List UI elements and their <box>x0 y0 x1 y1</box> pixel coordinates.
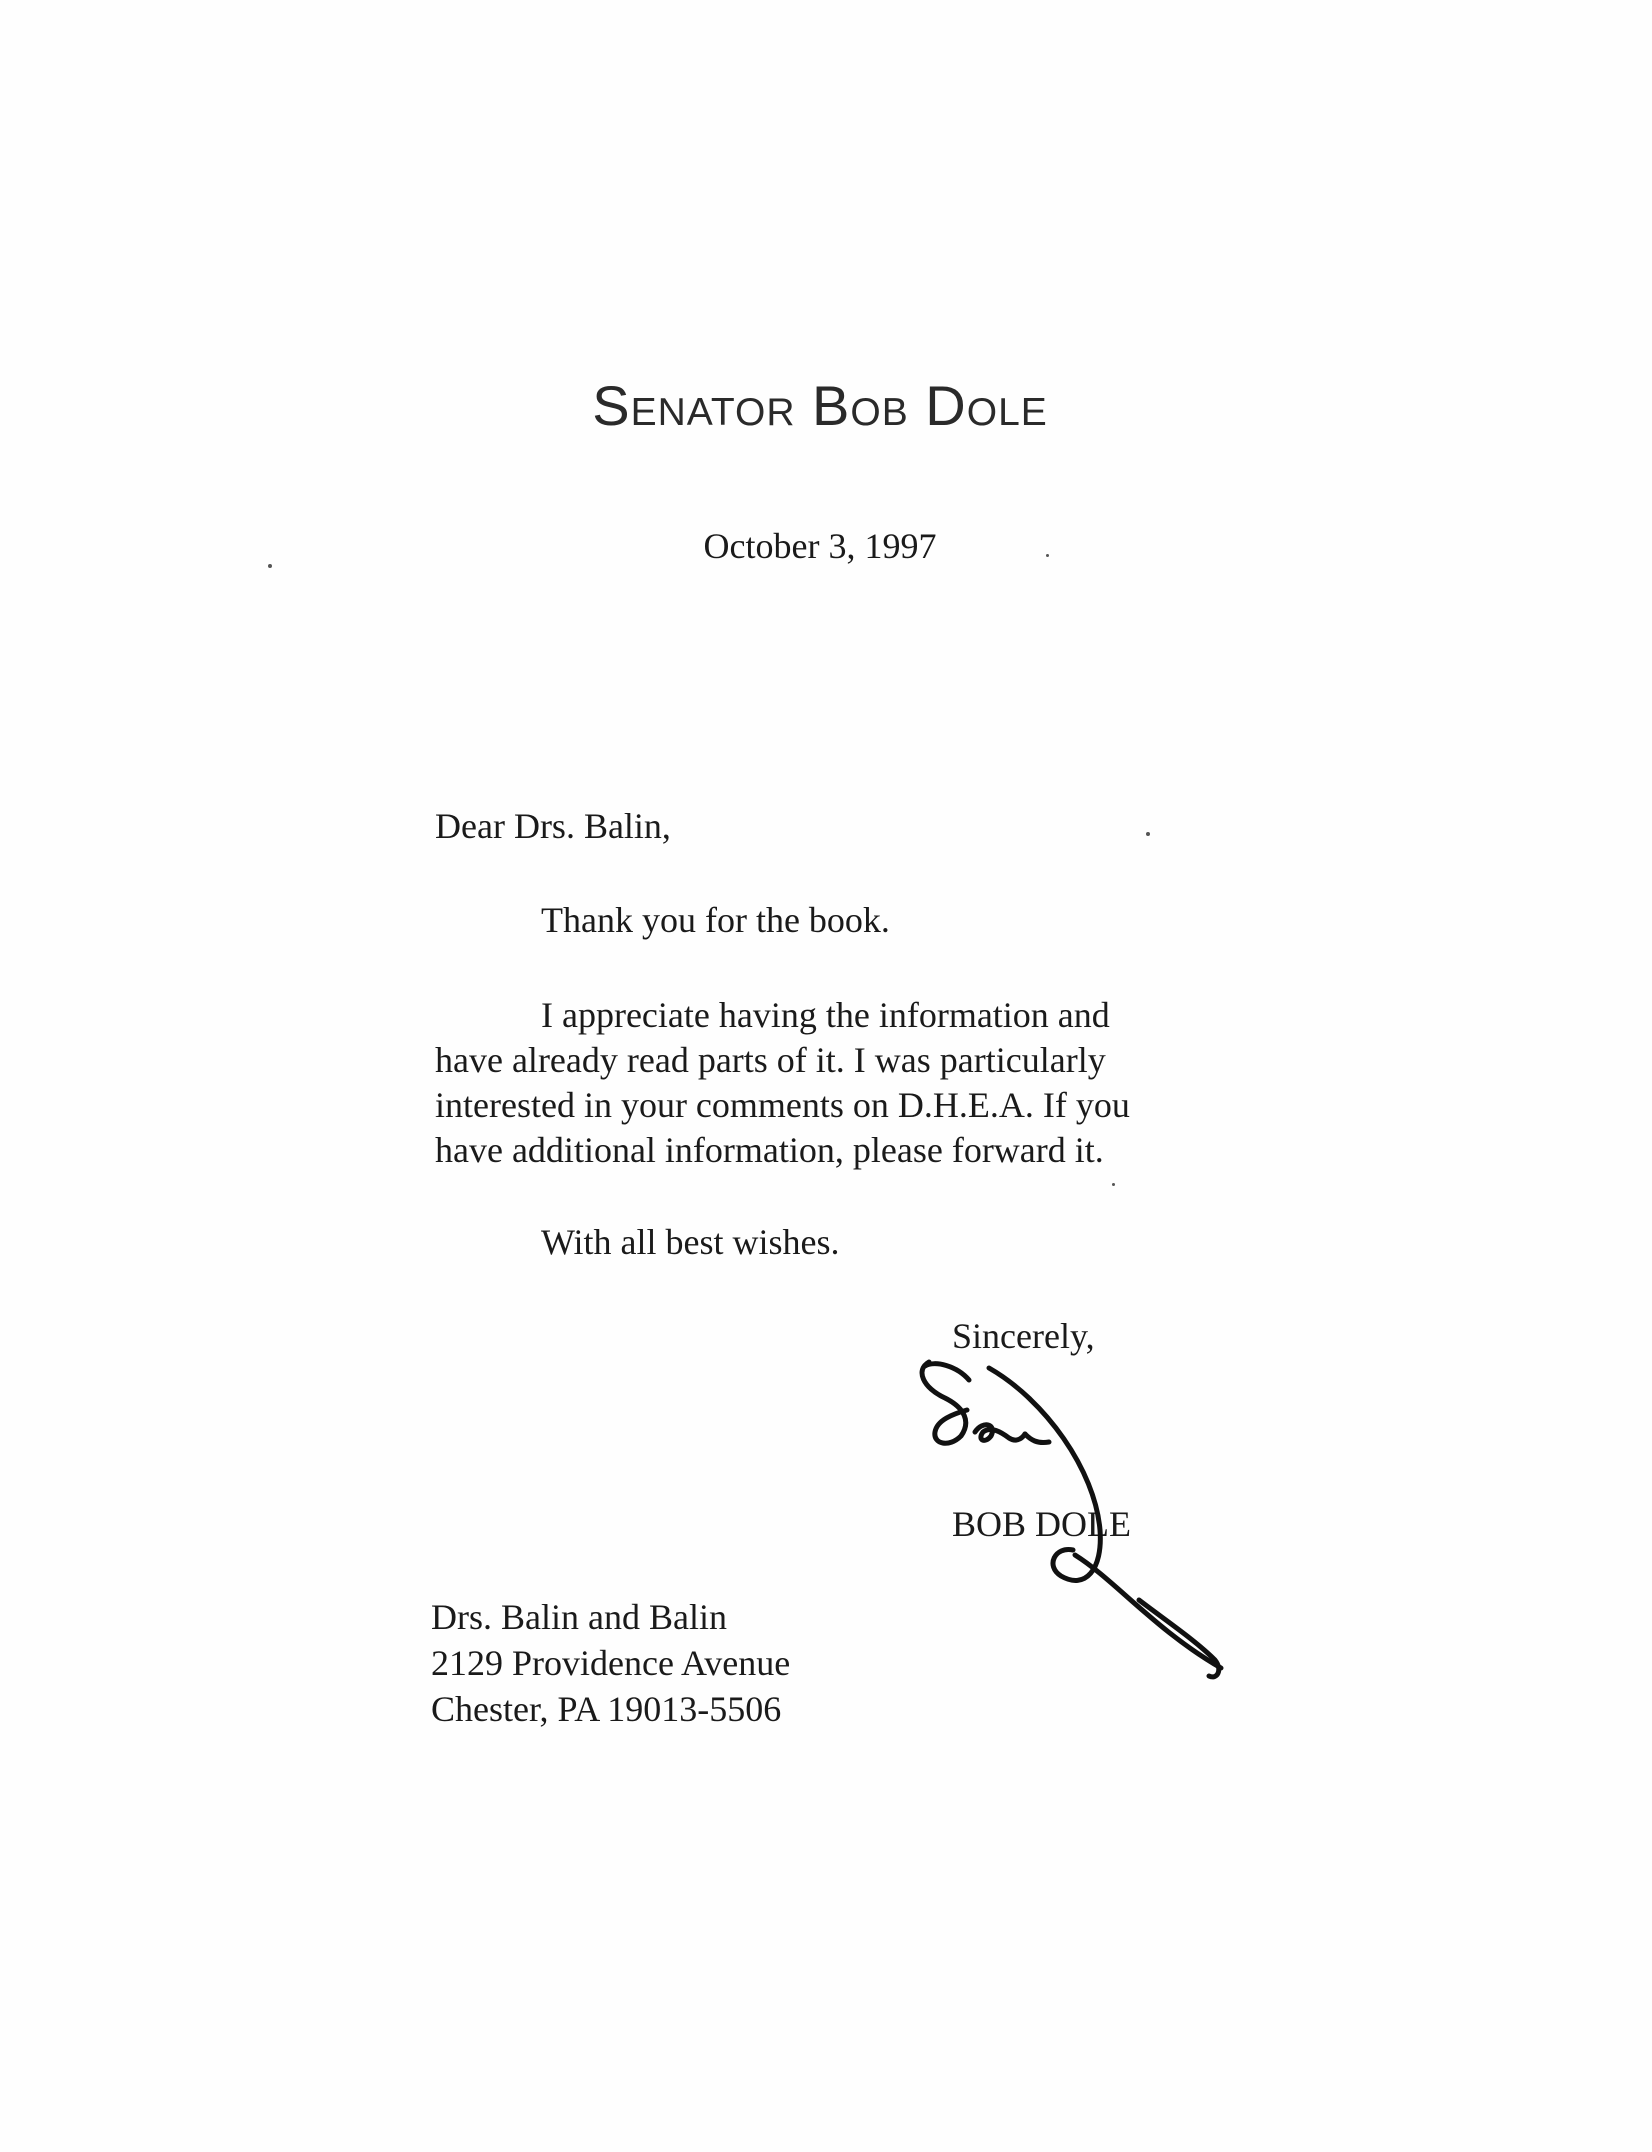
scan-speck <box>1046 554 1049 557</box>
body-paragraph-2 <box>435 993 1235 1173</box>
closing-wishes: With all best wishes. <box>541 1222 840 1262</box>
scan-speck <box>1112 1183 1115 1186</box>
salutation: Dear Drs. Balin, <box>435 806 671 846</box>
recipient-address <box>431 1594 790 1732</box>
letterhead <box>0 374 1652 437</box>
recipient-street: 2129 Providence Avenue <box>431 1643 791 1683</box>
scan-speck <box>1146 832 1150 836</box>
body-paragraph-2-line: have additional information, please forward it. <box>435 1130 1104 1170</box>
body-paragraph-2-line: have already read parts of it. I was particularly <box>435 1040 1106 1080</box>
complimentary-close: Sincerely, <box>952 1316 1095 1356</box>
signature-name: BOB DOLE <box>952 1504 1131 1544</box>
letter-date-text: October 3, 1997 <box>703 526 937 566</box>
body-paragraph-2-line: I appreciate having the information and <box>541 995 1110 1035</box>
letter-date <box>0 528 1652 564</box>
handwritten-signature <box>905 1340 1235 1680</box>
body-paragraph-2-line: interested in your comments on D.H.E.A. If you <box>435 1085 1130 1125</box>
recipient-city-state-zip: Chester, PA 19013-5506 <box>431 1689 782 1729</box>
scan-speck <box>268 564 272 568</box>
letterhead-name: Senator Bob Dole <box>592 374 1048 437</box>
recipient-name: Drs. Balin and Balin <box>431 1597 727 1637</box>
body-paragraph-1: Thank you for the book. <box>541 900 890 940</box>
